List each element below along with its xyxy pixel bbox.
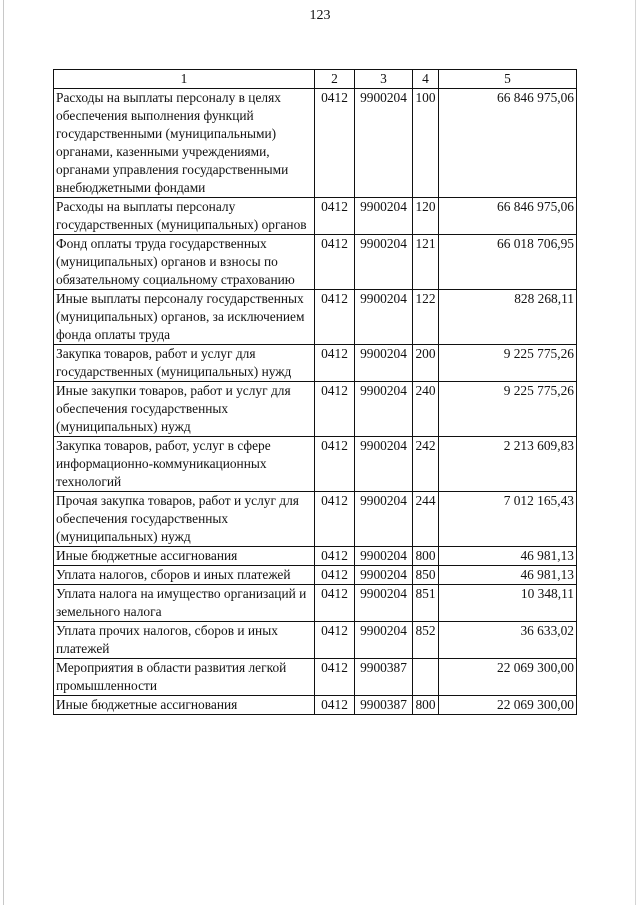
scan-edge-right xyxy=(635,0,636,905)
row-section: 0412 xyxy=(315,566,355,585)
row-name: Иные бюджетные ассигнования xyxy=(54,547,315,566)
row-amount: 46 981,13 xyxy=(439,566,577,585)
table-header-row xyxy=(54,70,577,89)
row-target: 9900204 xyxy=(355,382,413,437)
row-name: Иные выплаты персоналу государственных (муниципальных) органов, за исключением фонда оплаты труда xyxy=(54,290,315,345)
row-type xyxy=(413,659,439,696)
row-target: 9900204 xyxy=(355,622,413,659)
row-section: 0412 xyxy=(315,659,355,696)
row-target: 9900204 xyxy=(355,198,413,235)
row-target: 9900204 xyxy=(355,235,413,290)
table-row xyxy=(54,382,577,437)
row-type: 852 xyxy=(413,622,439,659)
row-target: 9900204 xyxy=(355,547,413,566)
row-target: 9900204 xyxy=(355,566,413,585)
row-name: Расходы на выплаты персоналу государственных (муниципальных) органов xyxy=(54,198,315,235)
row-type: 800 xyxy=(413,547,439,566)
row-target: 9900204 xyxy=(355,492,413,547)
row-target: 9900204 xyxy=(355,89,413,198)
row-name: Иные закупки товаров, работ и услуг для обеспечения государственных (муниципальных) нужд xyxy=(54,382,315,437)
table-row xyxy=(54,585,577,622)
table-row xyxy=(54,345,577,382)
row-target: 9900204 xyxy=(355,345,413,382)
row-name: Закупка товаров, работ, услуг в сфере информационно-коммуникационных технологий xyxy=(54,437,315,492)
row-section: 0412 xyxy=(315,290,355,345)
row-amount: 22 069 300,00 xyxy=(439,659,577,696)
row-section: 0412 xyxy=(315,622,355,659)
row-type: 851 xyxy=(413,585,439,622)
row-section: 0412 xyxy=(315,235,355,290)
table-row xyxy=(54,659,577,696)
row-section: 0412 xyxy=(315,547,355,566)
row-target: 9900204 xyxy=(355,290,413,345)
row-type: 242 xyxy=(413,437,439,492)
row-amount: 22 069 300,00 xyxy=(439,696,577,715)
table-row xyxy=(54,89,577,198)
column-header-section: 2 xyxy=(315,70,355,89)
row-amount: 66 846 975,06 xyxy=(439,198,577,235)
row-name: Иные бюджетные ассигнования xyxy=(54,696,315,715)
row-type: 850 xyxy=(413,566,439,585)
row-amount: 828 268,11 xyxy=(439,290,577,345)
row-type: 200 xyxy=(413,345,439,382)
row-section: 0412 xyxy=(315,437,355,492)
row-type: 240 xyxy=(413,382,439,437)
table-row xyxy=(54,622,577,659)
row-amount: 7 012 165,43 xyxy=(439,492,577,547)
table-row xyxy=(54,235,577,290)
row-amount: 66 846 975,06 xyxy=(439,89,577,198)
scan-edge-left xyxy=(3,0,4,905)
table-row xyxy=(54,566,577,585)
row-name: Уплата налога на имущество организаций и земельного налога xyxy=(54,585,315,622)
row-target: 9900387 xyxy=(355,659,413,696)
row-amount: 9 225 775,26 xyxy=(439,345,577,382)
table-row xyxy=(54,437,577,492)
row-name: Прочая закупка товаров, работ и услуг для обеспечения государственных (муниципальных) нужд xyxy=(54,492,315,547)
table-row xyxy=(54,492,577,547)
row-target: 9900387 xyxy=(355,696,413,715)
row-amount: 36 633,02 xyxy=(439,622,577,659)
row-name: Фонд оплаты труда государственных (муниципальных) органов и взносы по обязательному социальному страхованию xyxy=(54,235,315,290)
column-header-name: 1 xyxy=(54,70,315,89)
row-section: 0412 xyxy=(315,382,355,437)
row-amount: 10 348,11 xyxy=(439,585,577,622)
table-row xyxy=(54,547,577,566)
column-header-target: 3 xyxy=(355,70,413,89)
row-type: 244 xyxy=(413,492,439,547)
row-section: 0412 xyxy=(315,492,355,547)
row-type: 800 xyxy=(413,696,439,715)
row-name: Уплата прочих налогов, сборов и иных платежей xyxy=(54,622,315,659)
column-header-type: 4 xyxy=(413,70,439,89)
row-type: 120 xyxy=(413,198,439,235)
row-name: Уплата налогов, сборов и иных платежей xyxy=(54,566,315,585)
budget-table xyxy=(53,69,577,715)
row-type: 121 xyxy=(413,235,439,290)
row-amount: 66 018 706,95 xyxy=(439,235,577,290)
row-name: Расходы на выплаты персоналу в целях обеспечения выполнения функций государственными (муниципальными) органами, казенными учреждениями, органами управления государственными внебюджетными фондами xyxy=(54,89,315,198)
row-section: 0412 xyxy=(315,696,355,715)
row-name: Мероприятия в области развития легкой промышленности xyxy=(54,659,315,696)
table-row xyxy=(54,696,577,715)
row-target: 9900204 xyxy=(355,585,413,622)
row-type: 122 xyxy=(413,290,439,345)
table-row xyxy=(54,198,577,235)
row-type: 100 xyxy=(413,89,439,198)
row-name: Закупка товаров, работ и услуг для государственных (муниципальных) нужд xyxy=(54,345,315,382)
row-section: 0412 xyxy=(315,345,355,382)
row-target: 9900204 xyxy=(355,437,413,492)
row-amount: 9 225 775,26 xyxy=(439,382,577,437)
page-number: 123 xyxy=(309,8,331,23)
row-section: 0412 xyxy=(315,585,355,622)
row-section: 0412 xyxy=(315,198,355,235)
column-header-amount: 5 xyxy=(439,70,577,89)
row-section: 0412 xyxy=(315,89,355,198)
row-amount: 46 981,13 xyxy=(439,547,577,566)
row-amount: 2 213 609,83 xyxy=(439,437,577,492)
table-row xyxy=(54,290,577,345)
